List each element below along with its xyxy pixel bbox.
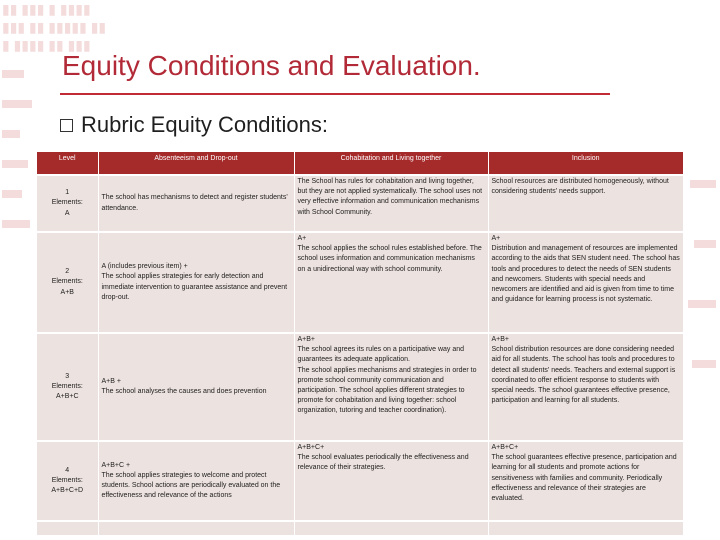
cell-inclusion: A+B+ School distribution resources are done considering needed aid for all students. The school has tools and procedures to detect all students' needs. Teachers and external support is coordinated to offer efficient response to students with special needs. The school guarantees effective presence, participation and learning for all students.	[488, 333, 683, 441]
cell-inclusion: A+B+C+ The school guarantees effective presence, participation and learning for all students and promote actions for sensitiveness with families and community. Periodically effectiveness and relevance of their strategies are evaluated.	[488, 441, 683, 521]
cell-inclusion: A+ Distribution and management of resources are implemented according to the aids that SEN student need. The school has tools and procedures to detect the needs of SEN students and newcomers. Students with special needs and newcomers are identified and aid is given from time to time and guidance for learning process is not systematic.	[488, 232, 683, 333]
header-level: Level	[37, 152, 98, 175]
cell-level: 2 Elements: A+B	[37, 232, 98, 333]
svg-text:▮▮ ▮▮▮ ▮ ▮▮▮▮: ▮▮ ▮▮▮ ▮ ▮▮▮▮	[2, 1, 91, 17]
cell-absenteeism: A+B+C + The school applies strategies to welcome and protect students. School actions are periodically evaluated on the effectiveness and relevance of the actions	[98, 441, 294, 521]
cell-inclusion	[488, 521, 683, 535]
table-row	[37, 232, 683, 333]
svg-text:▮▮▮ ▮▮ ▮▮▮▮▮ ▮▮: ▮▮▮ ▮▮ ▮▮▮▮▮ ▮▮	[2, 19, 107, 35]
cell-inclusion: School resources are distributed homogeneously, without considering students' needs support.	[488, 175, 683, 232]
hollow-square-bullet-icon	[60, 119, 73, 132]
cell-absenteeism: A+B + The school analyses the causes and does prevention	[98, 333, 294, 441]
table-row	[37, 175, 683, 232]
background-watermark-right	[680, 120, 720, 540]
cell-absenteeism	[98, 521, 294, 535]
svg-text:▮ ▮▮▮▮ ▮▮ ▮▮▮: ▮ ▮▮▮▮ ▮▮ ▮▮▮	[2, 37, 91, 53]
rubric-table	[37, 152, 683, 535]
header-absenteeism: Absenteeism and Drop-out	[98, 152, 294, 175]
page-title: Equity Conditions and Evaluation.	[62, 50, 481, 81]
title-underline	[60, 93, 610, 95]
table-row	[37, 333, 683, 441]
header-inclusion: Inclusion	[488, 152, 683, 175]
cell-level: 1 Elements: A	[37, 175, 98, 232]
cell-absenteeism: The school has mechanisms to detect and register students' attendance.	[98, 175, 294, 232]
table-row	[37, 441, 683, 521]
cell-cohabitation: The School has rules for cohabitation and living together, but they are not applied systematically. The school uses not very effective information and communication mechanisms with School Community.	[294, 175, 488, 232]
bullet-text: Rubric Equity Conditions:	[81, 112, 329, 137]
cell-absenteeism: A (includes previous item) + The school applies strategies for early detection and immediate intervention to guarantee assistance and prevent drop-out.	[98, 232, 294, 333]
cell-cohabitation: A+B+C+ The school evaluates periodically the effectiveness and relevance of their strategies.	[294, 441, 488, 521]
bullet-item	[60, 112, 328, 138]
background-watermark-left	[0, 60, 40, 540]
cell-cohabitation: A+ The school applies the school rules established before. The school uses information and communication mechanisms on a unidirectional way with school community.	[294, 232, 488, 333]
cell-level: 3 Elements: A+B+C	[37, 333, 98, 441]
cell-cohabitation: A+B+ The school agrees its rules on a participative way and guarantees its adequate application. The school applies mechanisms and strategies in order to promote school community communication and participation. The school applies different strategies to promote for cohabitation and living together: school organization, tutoring and teacher coordination).	[294, 333, 488, 441]
cell-cohabitation	[294, 521, 488, 535]
header-cohabitation: Cohabitation and Living together	[294, 152, 488, 175]
cell-level	[37, 521, 98, 535]
table-header-row	[37, 152, 683, 175]
cell-level: 4 Elements: A+B+C+D	[37, 441, 98, 521]
table-row	[37, 521, 683, 535]
